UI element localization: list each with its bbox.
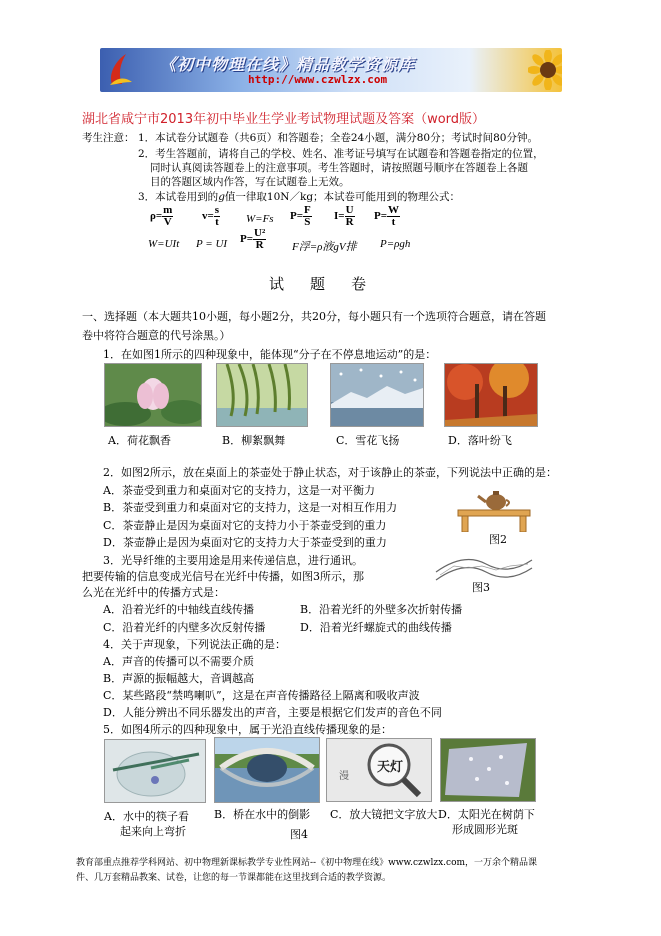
willow-photo <box>216 363 308 427</box>
formula-speed: v= $\frac{s}{t}$ <box>202 204 220 228</box>
q2-option-d: D．茶壶静止是因为桌面对它的支持力大于茶壶受到的重力 <box>103 536 387 549</box>
q1-stem: 1．在如图1所示的四种现象中，能体现“分子在不停息地运动”的是： <box>103 348 437 361</box>
magnifier-text: 天灯 <box>377 760 404 775</box>
q2-option-a: A．茶壶受到重力和桌面对它的支持力，这是一对平衡力 <box>103 484 375 497</box>
header-banner <box>100 48 562 92</box>
note-3-g: g <box>218 191 225 203</box>
footer-line-2: 件、几万套精品教案、试卷，让您的每一节课都能在这里找到合适的教学资源。 <box>76 873 392 883</box>
banner-url[interactable]: http://www.czwlzx.com <box>248 73 388 86</box>
sunflower-icon <box>528 50 562 90</box>
leaves-photo <box>444 363 538 427</box>
q1-option-a: A．荷花飘香 <box>108 434 171 447</box>
sunlight-spots-photo <box>440 738 536 802</box>
formula-current: I= $\frac{U}{R}$ <box>334 204 354 228</box>
q5-option-a-2: 起来向上弯折 <box>120 825 186 838</box>
formula-density: ρ= $\frac{m}{V}$ <box>150 204 173 228</box>
note-1: 1．本试卷分试题卷（共6页）和答题卷；全卷24小题，满分80分；考试时间80分钟。 <box>138 132 538 144</box>
part1-instructions-1: 一、选择题（本大题共10小题，每小题2分，共20分，每小题只有一个选项符合题意，请在答题 <box>82 310 546 323</box>
fig3-label: 图3 <box>472 581 490 594</box>
q2-stem: 2．如图2所示，放在桌面上的茶壶处于静止状态，对于该静止的茶壶，下列说法中正确的是： <box>103 466 557 479</box>
q5-option-b: B．桥在水中的倒影 <box>214 808 311 821</box>
chopsticks-photo <box>104 739 206 803</box>
note-3-post: 值一律取10N／kg；本试卷可能用到的物理公式： <box>224 191 461 203</box>
q1-option-c: C．雪花飞扬 <box>336 434 400 447</box>
q4-option-a: A．声音的传播可以不需要介质 <box>103 655 254 668</box>
note-2a: 2．考生答题前，请将自己的学校、姓名、准考证号填写在试题卷和答题卷指定的位置， <box>138 148 544 160</box>
q3-option-b: B．沿着光纤的外壁多次折射传播 <box>300 603 463 616</box>
q2-option-b: B．茶壶受到重力和桌面对它的支持力，这是一对相互作用力 <box>103 501 398 514</box>
q5-option-a-1: A．水中的筷子看 <box>104 810 189 823</box>
q5-stem: 5．如图4所示的四种现象中，属于光沿直线传播现象的是： <box>103 723 392 736</box>
fig4-label: 图4 <box>290 828 308 841</box>
q4-option-b: B．声源的振幅越大，音调越高 <box>103 672 255 685</box>
teapot-table-figure <box>456 488 532 532</box>
note-3 <box>138 189 460 204</box>
q4-option-d: D．人能分辨出不同乐器发出的声音，主要是根据它们发声的音色不同 <box>103 706 442 719</box>
q2-option-c: C．茶壶静止是因为桌面对它的支持力小于茶壶受到的重力 <box>103 519 387 532</box>
svg-text:漫: 漫 <box>339 771 349 782</box>
formula-power-ur: P= $\frac{\text{U²}}{R}$ <box>240 227 266 251</box>
formula-power-wt: P= $\frac{W}{t}$ <box>374 204 399 228</box>
q3-stem-3: 么光在光纤中的传播方式是： <box>82 586 225 599</box>
q3-option-d: D．沿着光纤螺旋式的曲线传播 <box>300 621 452 634</box>
formula-work-uit: W=UIt <box>148 238 180 250</box>
formula-pressure: P= $\frac{F}{S}$ <box>290 204 311 228</box>
lotus-photo <box>104 363 202 427</box>
q4-stem: 4．关于声现象，下列说法正确的是： <box>103 638 286 651</box>
q1-option-b: B．柳絮飘舞 <box>222 434 286 447</box>
banner-title: 《初中物理在线》精品教学资源库 <box>160 55 416 74</box>
formula-work-fs: W=Fs <box>246 213 274 225</box>
footer-line-1: 教育部重点推荐学科网站、初中物理新课标教学专业性网站--《初中物理在线》www.czwlzx.com，一万余个精品课 <box>76 858 538 868</box>
q3-option-a: A．沿着光纤的中轴线直线传播 <box>103 603 254 616</box>
formula-liquid-pressure: P=ρgh <box>380 238 411 250</box>
q4-option-c: C．某些路段“禁鸣喇叭”，这是在声音传播路径上隔离和吸收声波 <box>103 689 420 702</box>
q3-option-c: C．沿着光纤的内壁多次反射传播 <box>103 621 266 634</box>
footer-text <box>76 856 537 886</box>
snow-photo <box>330 363 424 427</box>
q5-option-d-1: D．太阳光在树荫下 <box>438 808 535 821</box>
bridge-photo <box>214 737 320 803</box>
q5-option-c: C．放大镜把文字放大 <box>330 808 438 821</box>
q3-stem-1: 3．光导纤维的主要用途是用来传递信息，进行通讯。 <box>103 554 363 567</box>
part1-instructions-2: 卷中将符合题意的代号涂黑。） <box>82 329 231 342</box>
note-2c: 目的答题区域内作答，写在试题卷上无效。 <box>150 176 350 188</box>
formula-power-ui: P = UI <box>196 238 228 250</box>
formula-buoyancy: F浮=ρ液gV排 <box>292 241 357 253</box>
optical-fiber-figure <box>434 552 534 582</box>
magnifier-photo <box>326 738 432 802</box>
note-2b: 同时认真阅读答题卷上的注意事项。考生答题时，请按照题号顺序在答题卷上各题 <box>150 162 528 174</box>
document-title: 湖北省咸宁市2013年初中毕业生学业考试物理试题及答案（word版） <box>82 112 486 127</box>
notes-label: 考生注意： <box>82 132 135 144</box>
section-heading: 试题卷 <box>268 275 392 293</box>
q1-option-d: D．落叶纷飞 <box>448 434 512 447</box>
logo-icon <box>106 52 134 88</box>
fig2-label: 图2 <box>489 533 507 546</box>
q5-option-d-2: 形成圆形光斑 <box>452 823 518 836</box>
q3-stem-2: 把要传输的信息变成光信号在光纤中传播，如图3所示，那 <box>82 570 364 583</box>
note-3-pre: 3．本试卷用到的 <box>138 191 219 203</box>
